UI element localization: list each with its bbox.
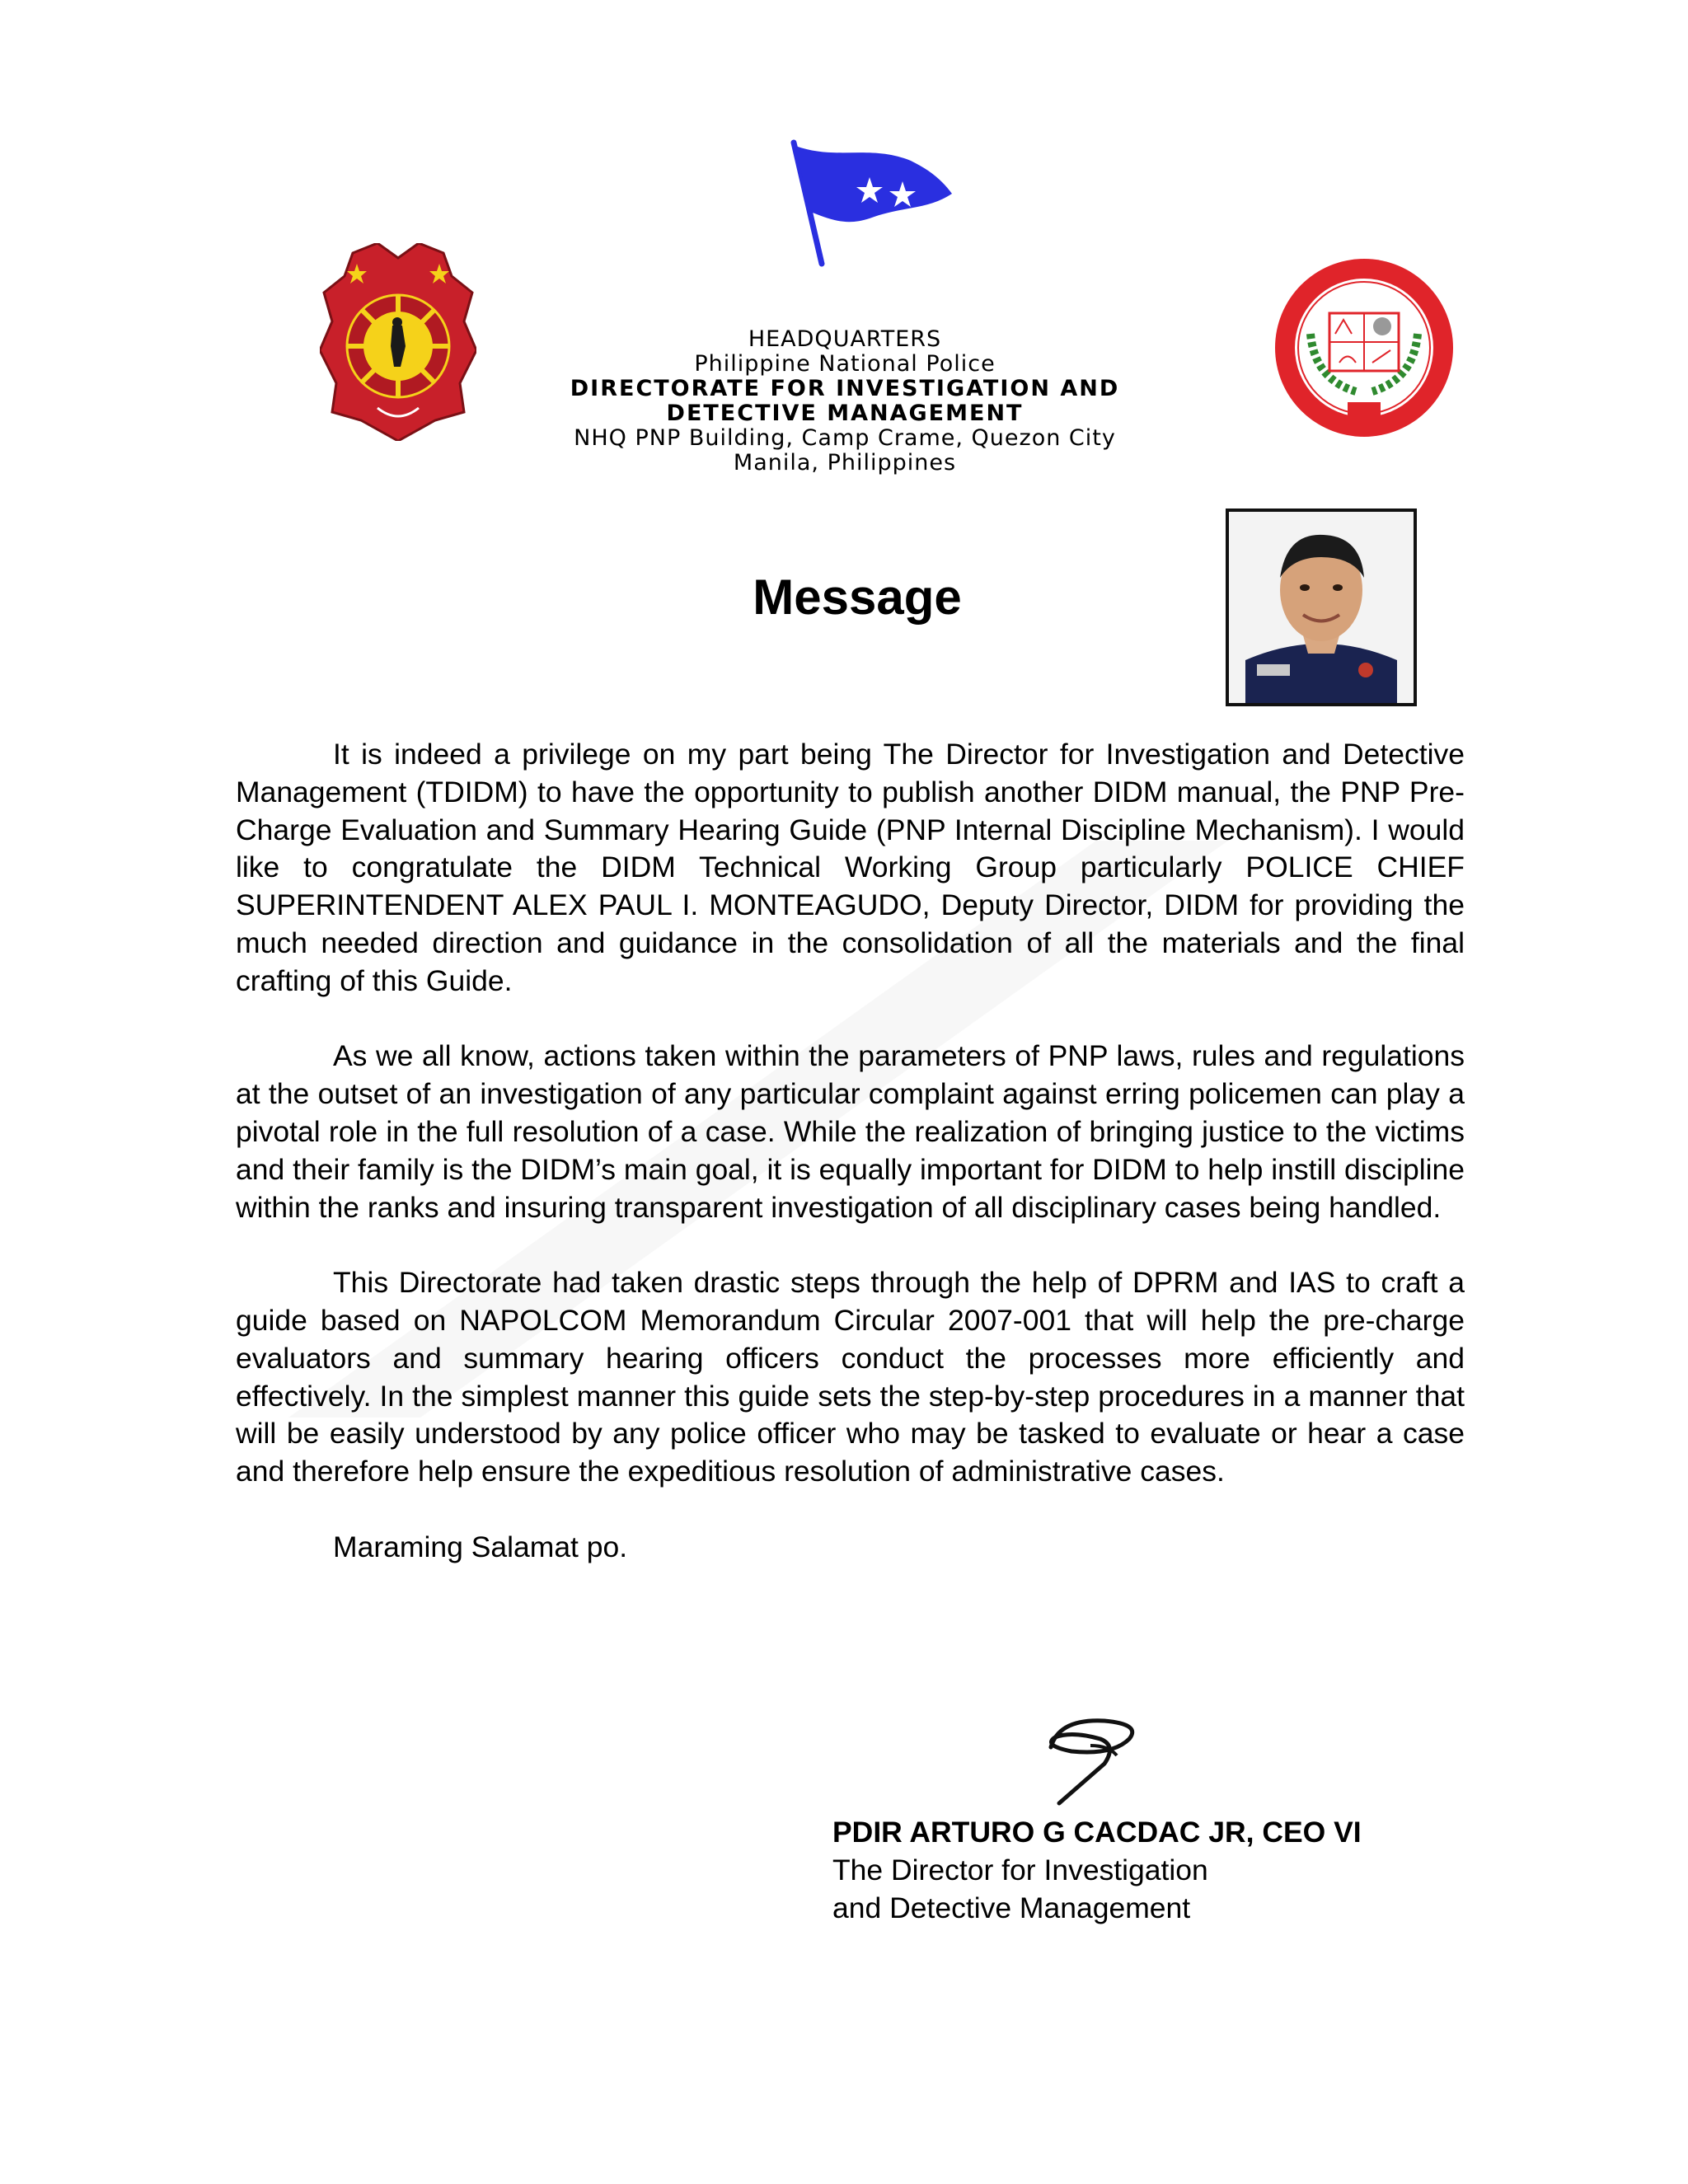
page-title: Message xyxy=(753,569,962,625)
director-portrait xyxy=(1226,509,1417,706)
paragraph-1: It is indeed a privilege on my part being The Director for Investigation and Detective Management (TDIDM) to have the opportunity to publish another DIDM manual, the PNP Pre-Charge Evaluation and Summary Hearing Guide (PNP Internal Discipline Mechanism). I would like to congratulate the DIDM Technical Working Group particularly POLICE CHIEF SUPERINTENDENT ALEX PAUL I. MONTEAGUDO, Deputy Director, DIDM for providing the much needed direction and guidance in the consolidation of all the materials and the final crafting of this Guide. xyxy=(236,738,1465,997)
signatory-title-line2: and Detective Management xyxy=(832,1891,1191,1924)
letterhead-directorate-line1: DIRECTORATE FOR INVESTIGATION AND xyxy=(570,376,1120,401)
pnp-badge-icon xyxy=(320,243,476,441)
message-body xyxy=(236,736,1465,1604)
letterhead-address-line2: Manila, Philippines xyxy=(733,450,957,476)
two-star-flag-icon xyxy=(771,136,960,268)
paragraph-3: This Directorate had taken drastic steps through the help of DPRM and IAS to craft a guide based on NAPOLCOM Memorandum Circular 2007-001 that will help the pre-charge evaluators and summary hearing officers conduct the processes more efficiently and effectively. In the simplest manner this guide sets the step-by-step procedures in a manner that will be easily understood by any police officer who may be tasked to evaluate or hear a case and therefore help ensure the expeditious resolution of administrative cases. xyxy=(236,1266,1465,1488)
didm-seal-icon xyxy=(1265,255,1463,441)
signature-block xyxy=(832,1813,1475,1927)
closing-line: Maraming Salamat po. xyxy=(333,1530,628,1563)
signatory-title-line1: The Director for Investigation xyxy=(832,1854,1208,1886)
portrait-photo xyxy=(1229,512,1414,703)
handwritten-signature xyxy=(1026,1706,1150,1809)
letterhead-headquarters: HEADQUARTERS xyxy=(748,326,942,352)
letterhead xyxy=(470,327,1220,476)
paragraph-2: As we all know, actions taken within the parameters of PNP laws, rules and regulations at the outset of an investigation of any particular complaint against erring policemen can play a pivotal role in the full resolution of a case. While the realization of bringing justice to the victims and their family is the DIDM’s main goal, it is equally important for DIDM to help instill discipline within the ranks and insuring transparent investigation of all disciplinary cases being handled. xyxy=(236,1039,1465,1224)
signatory-name: PDIR ARTURO G CACDAC JR, CEO VI xyxy=(832,1816,1362,1849)
letterhead-directorate-line2: DETECTIVE MANAGEMENT xyxy=(666,401,1024,426)
letterhead-address-line1: NHQ PNP Building, Camp Crame, Quezon City xyxy=(574,425,1116,451)
letterhead-organization: Philippine National Police xyxy=(694,351,996,377)
